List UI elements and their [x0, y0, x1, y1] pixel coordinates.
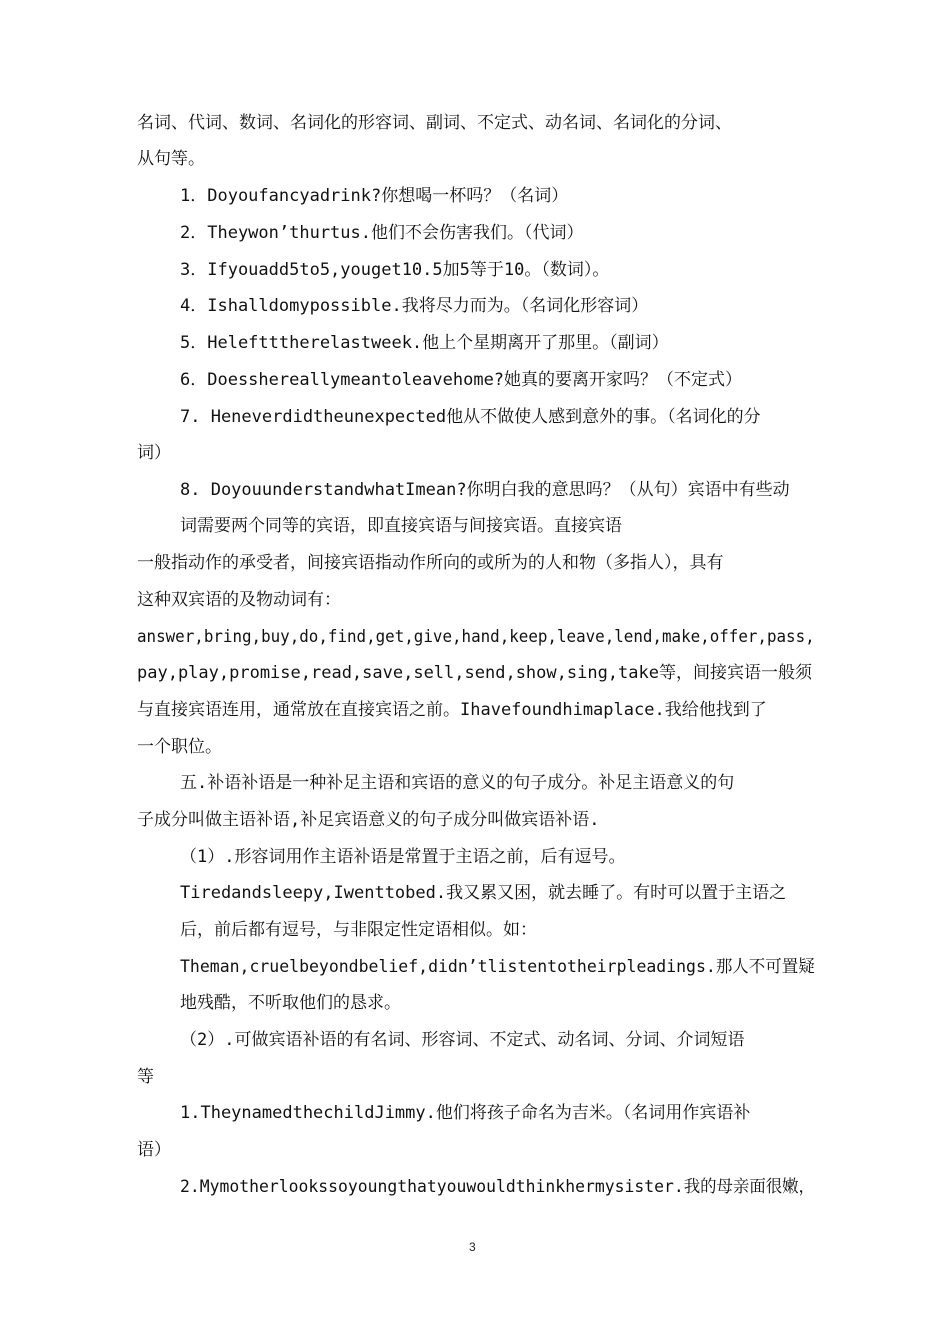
- text-line: 地残酷，不听取他们的恳求。: [180, 993, 401, 1013]
- text-line: 名词、代词、数词、名词化的形容词、副词、不定式、动名词、名词化的分词、: [137, 113, 732, 133]
- text-line: 6．Doesshereallymeantoleavehome?她真的要离开家吗？（不定式）: [180, 370, 743, 390]
- text-line: 3．Ifyouadd5to5,youget10.5加5等于10。（数词）。: [180, 260, 610, 280]
- text-line: 2.Mymotherlookssoyoungthatyouwouldthinkhermysister.我的母亲面很嫩，: [180, 1177, 815, 1197]
- text-line: 等: [137, 1067, 154, 1087]
- text-line: 子成分叫做主语补语,补足宾语意义的句子成分叫做宾语补语.: [137, 810, 600, 830]
- text-line: Theman,cruelbeyondbelief,didn’tlistentotheirpleadings.那人不可置疑: [180, 957, 815, 977]
- text-line: （1）.形容词用作主语补语是常置于主语之前，后有逗号。: [180, 847, 626, 867]
- text-line: 五.补语补语是一种补足主语和宾语的意义的句子成分。补足主语意义的句: [180, 773, 735, 793]
- text-line: pay,play,promise,read,save,sell,send,show,sing,take等，间接宾语一般须: [137, 663, 812, 683]
- text-line: answer,bring,buy,do,find,get,give,hand,keep,leave,lend,make,offer,pass,: [137, 627, 815, 647]
- text-line: 1．Doyoufancyadrink?你想喝一杯吗？（名词）: [180, 186, 569, 206]
- text-line: 词）: [137, 443, 171, 463]
- text-line: （2）.可做宾语补语的有名词、形容词、不定式、动名词、分词、介词短语: [180, 1030, 745, 1050]
- text-line: 语）: [137, 1140, 171, 1160]
- text-line: 7. Heneverdidtheunexpected他从不做使人感到意外的事。（名词化的分: [180, 407, 761, 427]
- text-line: 一个职位。: [137, 737, 222, 757]
- text-line: 从句等。: [137, 149, 205, 169]
- text-line: 1.TheynamedthechildJimmy.他们将孩子命名为吉米。（名词用作宾语补: [180, 1103, 751, 1123]
- text-line: 8. DoyouunderstandwhatImean?你明白我的意思吗？（从句）宾语中有些动: [180, 480, 790, 500]
- text-line: 这种双宾语的及物动词有：: [137, 590, 341, 610]
- page-number: 3: [469, 1240, 476, 1254]
- text-line: 4．Ishalldomypossible.我将尽力而为。（名词化形容词）: [180, 296, 649, 316]
- text-line: 一般指动作的承受者，间接宾语指动作所向的或所为的人和物（多指人），具有: [137, 553, 724, 573]
- text-line: 2．Theywon’thurtus.他们不会伤害我们。（代词）: [180, 223, 584, 243]
- text-line: 词需要两个同等的宾语，即直接宾语与间接宾语。直接宾语: [180, 516, 622, 536]
- text-line: 与直接宾语连用，通常放在直接宾语之前。Ihavefoundhimaplace.我给他找到了: [137, 700, 767, 720]
- text-line: 5．Heleftttherelastweek.他上个星期离开了那里。（副词）: [180, 333, 669, 353]
- text-line: 后，前后都有逗号，与非限定性定语相似。如：: [180, 920, 537, 940]
- text-line: Tiredandsleepy,Iwenttobed.我又累又困，就去睡了。有时可以置于主语之: [180, 883, 787, 903]
